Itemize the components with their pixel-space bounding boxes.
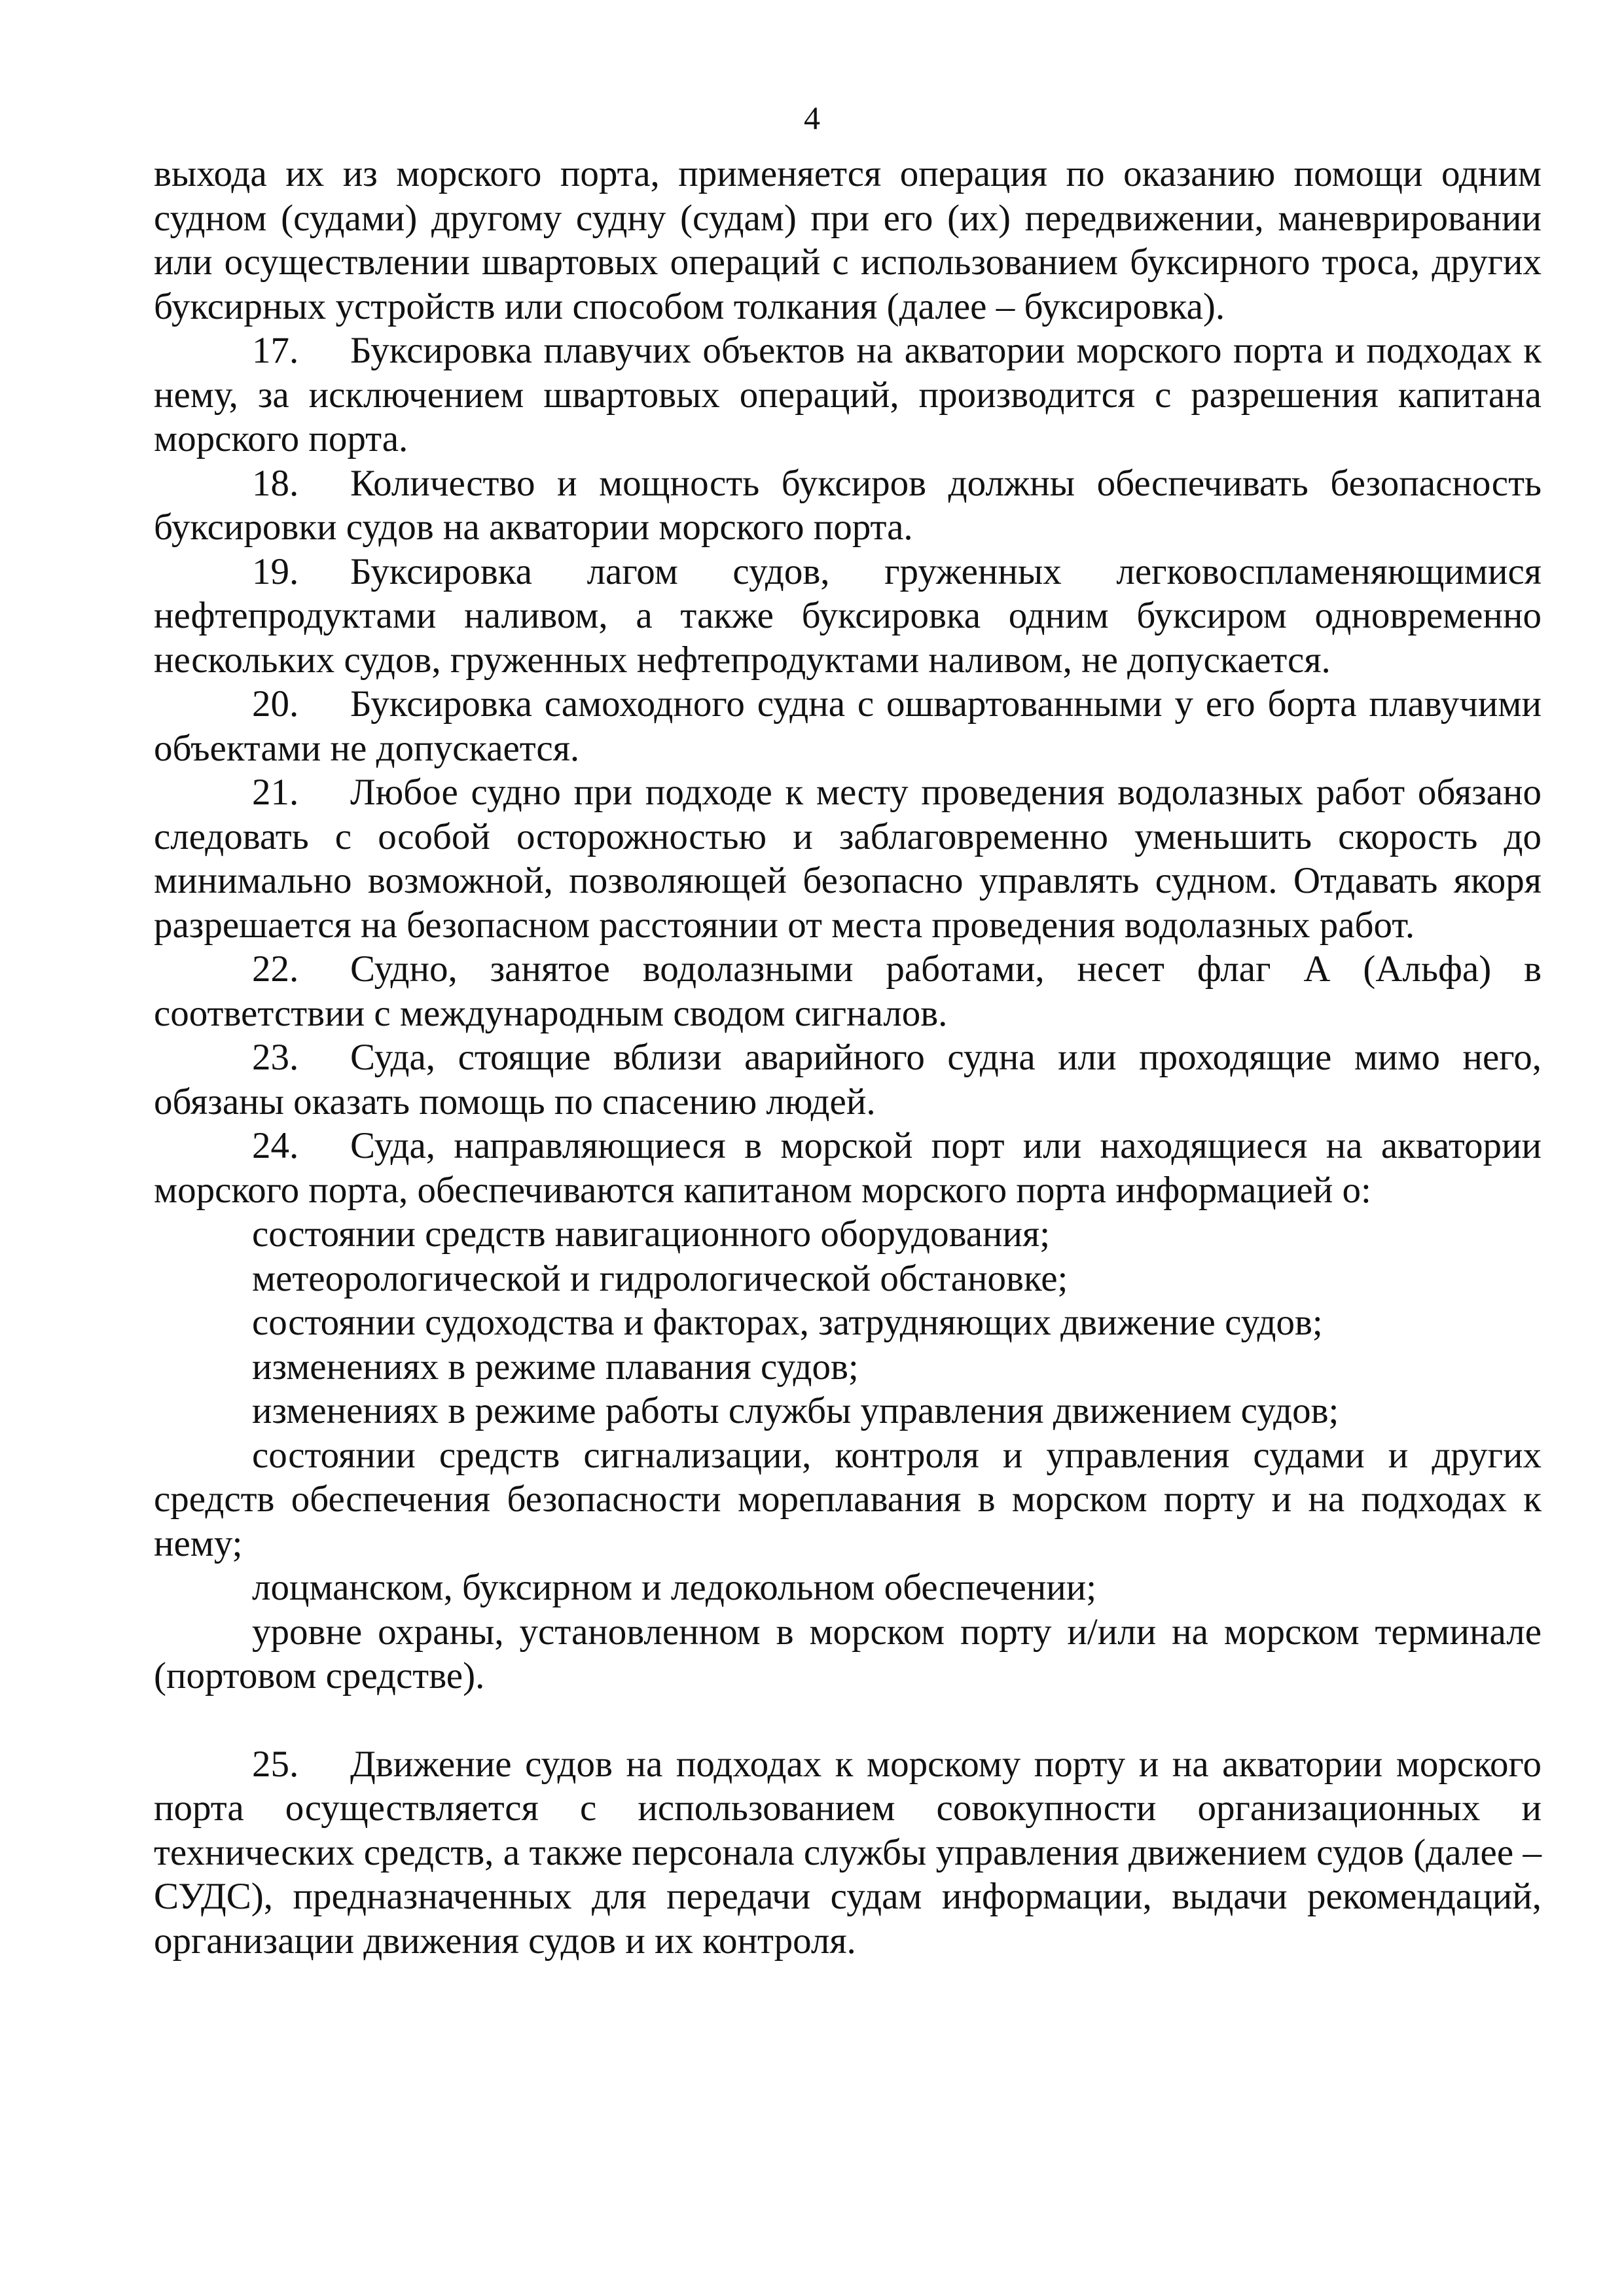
paragraph-24 bbox=[154, 1124, 1542, 1212]
paragraph-number: 20. bbox=[252, 683, 299, 725]
paragraph-21 bbox=[154, 770, 1542, 947]
list-item: изменениях в режиме плавания судов; bbox=[252, 1346, 859, 1388]
paragraph-22 bbox=[154, 947, 1542, 1035]
paragraph-text: Буксировка самоходного судна с ошвартованными у его борта плавучими объектами не допускается. bbox=[154, 683, 1542, 769]
paragraph-18 bbox=[154, 461, 1542, 550]
list-item: метеорологической и гидрологической обстановке; bbox=[252, 1257, 1068, 1299]
document-body bbox=[154, 152, 1542, 1963]
paragraph-number: 22. bbox=[252, 948, 299, 990]
list-item: уровне охраны, установленном в морском порту и/или на морском терминале (портовом средстве). bbox=[154, 1611, 1542, 1696]
paragraph-text: Судно, занятое водолазными работами, несет флаг А (Альфа) в соответствии с международным сводом сигналов. bbox=[154, 948, 1542, 1034]
paragraph-text: Движение судов на подходах к морскому порту и на акватории морского порта осуществляется с использованием совокупности организационных и технических средств, а также персонала службы управления движением судов (далее – СУДС), предназначенных для передачи судам информации, выдачи рекомендаций, организации движения судов и их контроля. bbox=[154, 1743, 1542, 1962]
paragraph-text: Суда, направляющиеся в морской порт или находящиеся на акватории морского порта, обеспечиваются капитаном морского порта информацией о: bbox=[154, 1125, 1542, 1211]
paragraph-number: 23. bbox=[252, 1037, 299, 1078]
paragraph-number: 24. bbox=[252, 1125, 299, 1166]
paragraph-25 bbox=[154, 1742, 1542, 1964]
paragraph-19 bbox=[154, 550, 1542, 683]
list-item: состоянии средств навигационного оборудования; bbox=[252, 1213, 1051, 1255]
paragraph-text: Буксировка лагом судов, груженных легковоспламеняющимися нефтепродуктами наливом, а также буксировка одним буксиром одновременно нескольких судов, груженных нефтепродуктами наливом, не допускается. bbox=[154, 550, 1542, 681]
paragraph-text: Буксировка плавучих объектов на акватории морского порта и подходах к нему, за исключением швартовых операций, производится с разрешения капитана морского порта. bbox=[154, 330, 1542, 459]
paragraph-23 bbox=[154, 1035, 1542, 1124]
paragraph-number: 21. bbox=[252, 772, 299, 813]
paragraph-number: 18. bbox=[252, 462, 299, 504]
paragraph-number: 25. bbox=[252, 1743, 299, 1785]
paragraph-continuation bbox=[154, 152, 1542, 329]
paragraph-text: выхода их из морского порта, применяется операция по оказанию помощи одним судном (судами) другому судну (судам) при его (их) передвижении, маневрировании или осуществлении швартовых операций с использованием буксирного троса, других буксирных устройств или способом толкания (далее – буксировка). bbox=[154, 153, 1542, 327]
paragraph-20 bbox=[154, 682, 1542, 770]
paragraph-17 bbox=[154, 329, 1542, 461]
list-item: изменениях в режиме работы службы управления движением судов; bbox=[252, 1390, 1339, 1431]
list-item: лоцманском, буксирном и ледокольном обеспечении; bbox=[252, 1567, 1097, 1608]
paragraph-number: 19. bbox=[252, 550, 299, 592]
paragraph-text: Любое судно при подходе к месту проведения водолазных работ обязано следовать с особой осторожностью и заблаговременно уменьшить скорость до минимально возможной, позволяющей безопасно управлять судном. Отдавать якоря разрешается на безопасном расстоянии от места проведения водолазных работ. bbox=[154, 772, 1542, 946]
page-number: 4 bbox=[804, 99, 820, 136]
list-item: состоянии судоходства и факторах, затрудняющих движение судов; bbox=[252, 1302, 1323, 1343]
paragraph-text: Количество и мощность буксиров должны обеспечивать безопасность буксировки судов на акватории морского порта. bbox=[154, 462, 1542, 548]
paragraph-number: 17. bbox=[252, 330, 299, 371]
list-item: состоянии средств сигнализации, контроля и управления судами и других средств обеспечения безопасности мореплавания в морском порту и на подходах к нему; bbox=[154, 1434, 1542, 1564]
paragraph-text: Суда, стоящие вблизи аварийного судна или проходящие мимо него, обязаны оказать помощь по спасению людей. bbox=[154, 1037, 1542, 1122]
